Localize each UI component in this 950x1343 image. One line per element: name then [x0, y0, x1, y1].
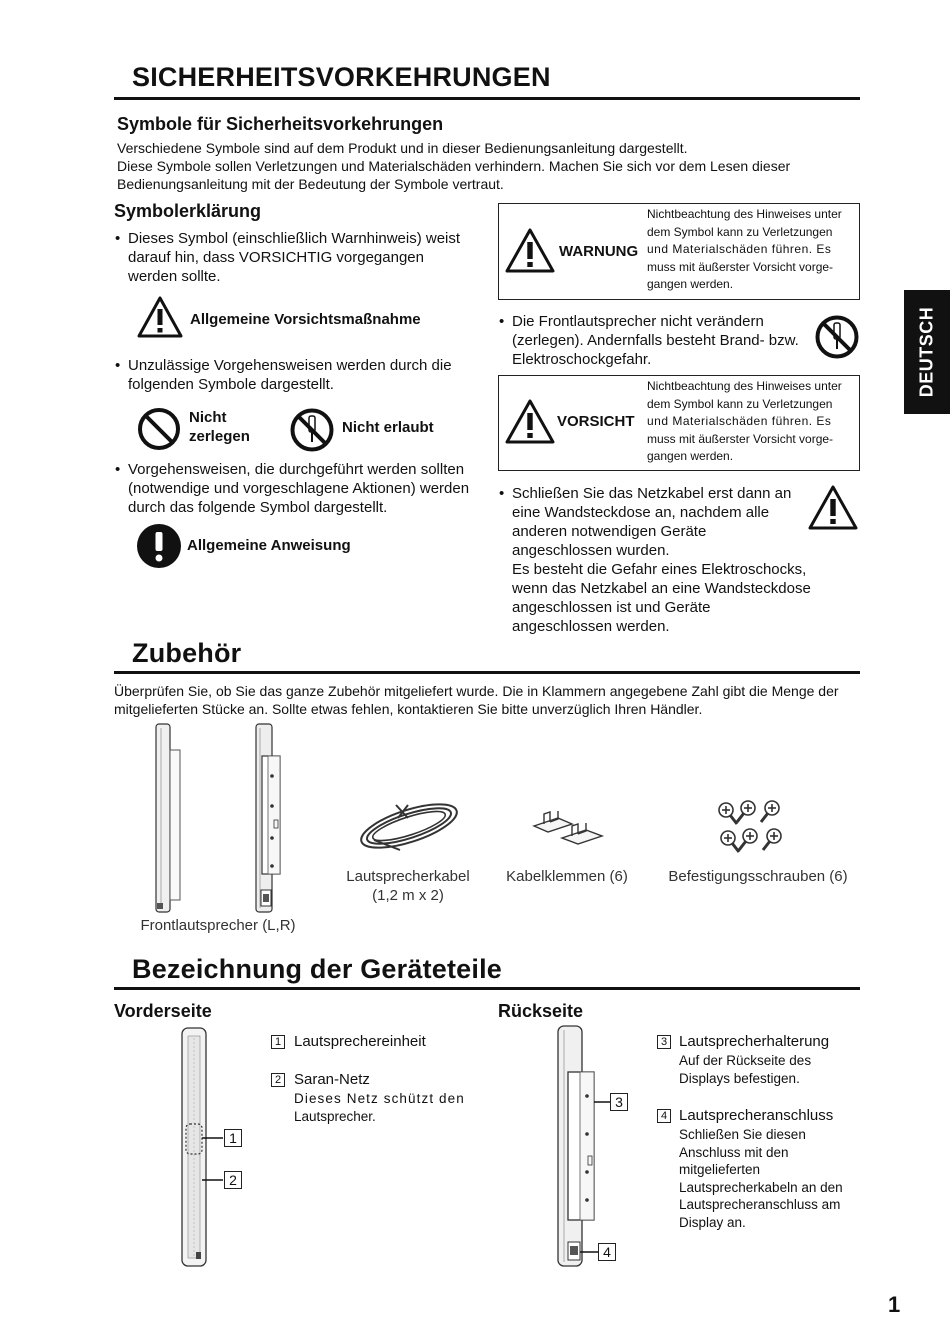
- title-rule: [114, 97, 860, 100]
- part-number: 4: [657, 1109, 671, 1123]
- desc-line: Display an.: [679, 1214, 746, 1230]
- caption-line: Lautsprecherkabel: [346, 868, 470, 885]
- part-name-speaker-terminal: Lautsprecheranschluss: [679, 1107, 834, 1124]
- bullet-line: wenn das Netzkabel an eine Wandsteckdose: [512, 580, 811, 597]
- bullet-line: durch das folgende Symbol dargestellt.: [128, 499, 388, 516]
- box-line: dem Symbol kann zu Verletzungen: [647, 224, 833, 239]
- label-line: zerlegen: [189, 428, 250, 445]
- bullet-line: Es besteht die Gefahr eines Elektroschocks,: [512, 561, 807, 578]
- front-speaker-illustration: [150, 720, 290, 916]
- bullet-line: darauf hin, dass VORSICHTIG vorgegangen: [128, 249, 424, 266]
- speaker-cable-illustration: [354, 800, 464, 852]
- bullet-line: • Schließen Sie das Netzkabel erst dann an: [512, 485, 792, 502]
- caption-screws: Befestigungsschrauben (6): [668, 868, 848, 885]
- section-title-accessories: Zubehör: [132, 638, 242, 668]
- language-tab-label: DEUTSCH: [916, 306, 937, 398]
- bullet-line: angeschlossen werden.: [512, 618, 670, 635]
- no-disassemble-icon: [814, 314, 860, 360]
- part-name-saran-net: Saran-Netz: [294, 1071, 370, 1088]
- part-number: 3: [657, 1035, 671, 1049]
- desc-line: Dieses Netz schützt den: [294, 1091, 465, 1106]
- intro-line: Verschiedene Symbole sind auf dem Produkt und in dieser Bedienungsanleitung dargestellt.: [117, 140, 688, 156]
- bullet-line: • Dieses Symbol (einschließlich Warnhinweis) weist: [128, 230, 461, 247]
- box-line: und Materialschäden führen. Es: [647, 414, 832, 428]
- bullet-line: folgenden Symbole dargestellt.: [128, 376, 334, 393]
- accessories-intro: [114, 682, 864, 718]
- warning-box-text: [647, 206, 852, 294]
- general-caution-label: Allgemeine Vorsichtsmaßnahme: [190, 311, 421, 328]
- intro-line: Bedienungsanleitung mit der Bedeutung der Symbole vertraut.: [117, 176, 504, 192]
- intro-line: mitgelieferten Stücke an. Sollte etwas fehlen, kontaktieren Sie bitte unverzüglich Ihren Händler.: [114, 701, 703, 717]
- subtitle-symbols: Symbole für Sicherheitsvorkehrungen: [117, 114, 444, 134]
- label-line: Nicht: [189, 409, 227, 426]
- bullet-line: • Vorgehensweisen, die durchgeführt werden sollten: [128, 461, 465, 478]
- bullet-line: • Unzulässige Vorgehensweisen werden durch die: [128, 357, 452, 374]
- intro-line: Überprüfen Sie, ob Sie das ganze Zubehör mitgeliefert wurde. Die in Klammern angegebene Zahl gibt die Menge der: [114, 683, 839, 699]
- callout-2: 2: [224, 1171, 242, 1189]
- part-number: 2: [271, 1073, 285, 1087]
- part-number: 1: [271, 1035, 285, 1049]
- mounting-screws-illustration: [712, 798, 788, 862]
- page-number: 1: [888, 1292, 901, 1317]
- cable-clamps-illustration: [532, 808, 606, 848]
- warning-triangle-icon: [505, 399, 555, 444]
- not-allowed-label: Nicht erlaubt: [342, 419, 434, 436]
- caption-cable-clamps: Kabelklemmen (6): [506, 868, 628, 885]
- callout-4: 4: [598, 1243, 616, 1261]
- warning-label: WARNUNG: [559, 243, 639, 260]
- bullet-line: (notwendige und vorgeschlagene Aktionen) werden: [128, 480, 470, 497]
- desc-line: mitgelieferten: [679, 1162, 761, 1177]
- caution-label: VORSICHT: [557, 413, 635, 430]
- warning-triangle-icon: [808, 485, 858, 530]
- warning-triangle-icon: [137, 296, 183, 338]
- desc-line: Anschluss mit den: [679, 1144, 789, 1160]
- desc-line: Schließen Sie diesen: [679, 1127, 806, 1142]
- bullet-prohibited: [128, 356, 488, 394]
- no-disassemble-icon: [289, 407, 335, 453]
- desc-line: Lautsprecheranschluss am: [679, 1197, 841, 1212]
- bullet-no-modify: [512, 312, 812, 369]
- title-rule: [114, 987, 860, 990]
- bullet-mandatory: [128, 460, 488, 517]
- bullet-line: angeschlossen ist und Geräte: [512, 599, 711, 616]
- box-line: gangen werden.: [647, 277, 734, 291]
- box-line: muss mit äußerster Vorsicht vorge-: [647, 431, 834, 446]
- intro-line: Diese Symbole sollen Verletzungen und Materialschäden verhindern. Machen Sie sich vor dem Lesen dieser: [117, 158, 791, 174]
- no-disassemble-label: [189, 408, 250, 446]
- callout-1: 1: [224, 1129, 242, 1147]
- caption-line: (1,2 m x 2): [372, 887, 444, 904]
- bullet-line: eine Wandsteckdose an, nachdem alle: [512, 504, 770, 521]
- bullet-line: Elektroschockgefahr.: [512, 351, 652, 368]
- section-title-safety: SICHERHEITSVORKEHRUNGEN: [132, 62, 551, 92]
- bullet-line: • Die Frontlautsprecher nicht verändern: [512, 313, 764, 330]
- intro-paragraph: [117, 139, 857, 193]
- front-speaker-back-view: [548, 1022, 638, 1270]
- callout-3: 3: [610, 1093, 628, 1111]
- bullet-line: anderen notwendigen Geräte: [512, 523, 707, 540]
- bullet-line: (zerlegen). Andernfalls besteht Brand- bzw.: [512, 332, 799, 349]
- back-heading: Rückseite: [498, 1001, 584, 1021]
- bullet-line: werden sollte.: [128, 268, 221, 285]
- title-rule: [114, 671, 860, 674]
- section-title-parts: Bezeichnung der Geräteteile: [132, 954, 503, 984]
- front-heading: Vorderseite: [114, 1001, 212, 1021]
- general-instruction-label: Allgemeine Anweisung: [187, 537, 351, 554]
- caption-speaker-cable: [330, 867, 486, 905]
- part-name-speaker-unit: Lautsprechereinheit: [294, 1033, 426, 1050]
- part-desc-saran-net: [294, 1090, 476, 1126]
- prohibition-icon: [137, 407, 181, 451]
- caption-front-speaker: Frontlautsprecher (L,R): [140, 917, 296, 934]
- box-line: dem Symbol kann zu Verletzungen: [647, 396, 833, 411]
- box-line: muss mit äußerster Vorsicht vorge-: [647, 259, 834, 274]
- bullet-power-cable: [512, 484, 832, 636]
- part-name-speaker-bracket: Lautsprecherhalterung: [679, 1033, 830, 1050]
- desc-line: Auf der Rückseite des: [679, 1053, 812, 1068]
- part-desc-speaker-terminal: [679, 1126, 859, 1231]
- box-line: Nichtbeachtung des Hinweises unter: [647, 379, 842, 393]
- language-tab: [904, 290, 950, 414]
- box-line: gangen werden.: [647, 449, 734, 463]
- desc-line: Lautsprecherkabeln an den: [679, 1179, 843, 1195]
- front-speaker-front-view: [176, 1026, 266, 1270]
- symbol-heading: Symbolerklärung: [114, 201, 262, 221]
- caution-box-text: [647, 378, 852, 466]
- desc-line: Lautsprecher.: [294, 1109, 376, 1124]
- box-line: und Materialschäden führen. Es: [647, 242, 832, 256]
- warning-triangle-icon: [505, 228, 555, 273]
- mandatory-action-icon: [136, 523, 182, 569]
- box-line: Nichtbeachtung des Hinweises unter: [647, 207, 842, 221]
- part-desc-speaker-bracket: [679, 1052, 859, 1088]
- bullet-caution-symbol: [128, 229, 488, 286]
- desc-line: Displays befestigen.: [679, 1071, 800, 1086]
- bullet-line: angeschlossen wurden.: [512, 542, 670, 559]
